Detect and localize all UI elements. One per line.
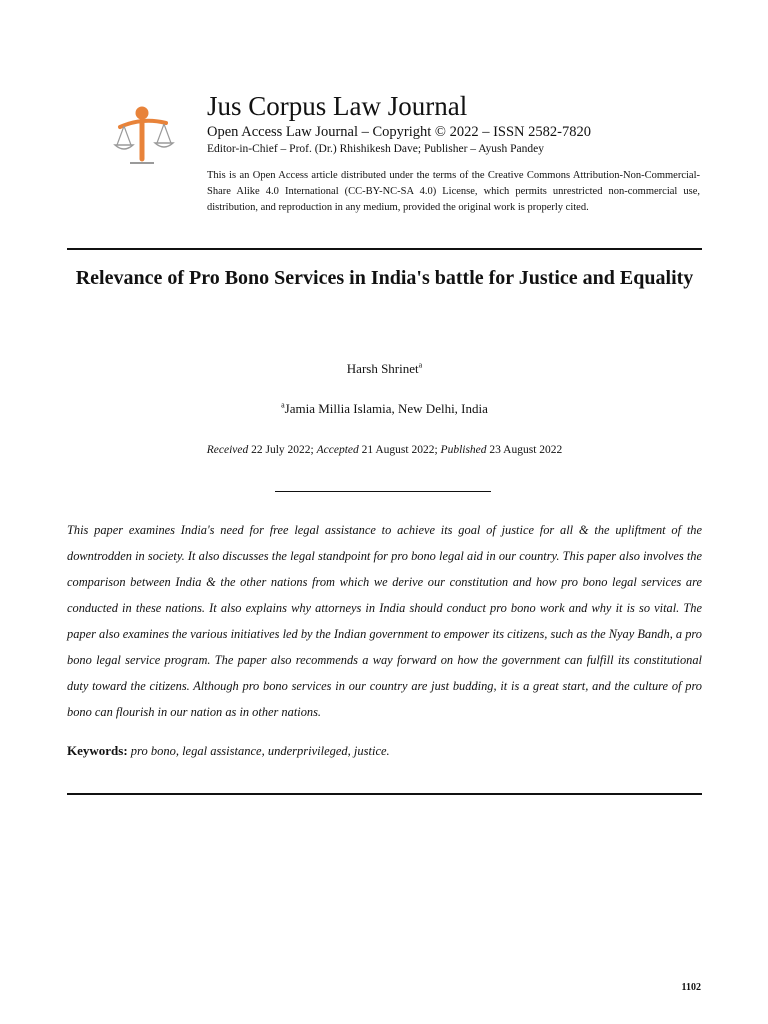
published-date: 23 August 2022 (489, 444, 563, 456)
keywords-line (67, 742, 702, 760)
affiliation-line (67, 400, 702, 418)
keywords-label: Keywords: (67, 743, 128, 758)
license-notice: This is an Open Access article distributed under the terms of the Creative Commons Attribution-Non-Commercial-Share Alike 4.0 International (CC-BY-NC-SA 4.0) License, which permits unrestricted non-commercial use, distribution, and reproduction in any medium, provided the original work is properly cited. (207, 170, 700, 213)
journal-name: Jus Corpus Law Journal (207, 91, 468, 121)
publication-dates: Received 22 July 2022; Accepted 21 August 2022; Published 23 August 2022 (206, 444, 563, 456)
keywords-values: pro bono, legal assistance, underprivileged, justice. (130, 744, 390, 758)
footer-divider (67, 793, 702, 795)
page-number: 1102 (681, 982, 701, 993)
author-line (67, 360, 702, 378)
abstract-divider (275, 491, 491, 492)
accepted-date: 21 August 2022 (361, 444, 435, 456)
author-name: Harsh Shrinet (346, 361, 419, 376)
published-label: Published (440, 444, 487, 456)
journal-editors: Editor-in-Chief – Prof. (Dr.) Rhishikesh Dave; Publisher – Ayush Pandey (207, 143, 544, 155)
header-divider (67, 248, 702, 250)
author-marker: a (418, 360, 423, 370)
accepted-label: Accepted (316, 444, 359, 456)
affiliation-marker: a (281, 400, 285, 410)
abstract-text: This paper examines India's need for free legal assistance to achieve its goal of justice for all & the upliftment of the downtrodden in society. It also discusses the legal standpoint for pro bono legal aid in our country. This paper also involves the comparison between India & the other nations from which we derive our constitution and how pro bono legal services are conducted in these nations. It also explains why attorneys in India should conduct pro bono work and why it is so vital. The paper also examines the various initiatives led by the Indian government to empower its citizens, such as the Nyay Bandh, a pro bono legal service program. The paper also recommends a way forward on how the government can fulfill its constitutional duty toward the citizens. Although pro bono services in our country are just budding, it is a great start, and the culture of pro bono can flourish in our nation as in other nations. (67, 523, 702, 719)
article-title: Relevance of Pro Bono Services in India's battle for Justice and Equality (75, 267, 694, 289)
journal-subtitle: Open Access Law Journal – Copyright © 2022 – ISSN 2582-7820 (207, 124, 591, 140)
affiliation-text: Jamia Millia Islamia, New Delhi, India (284, 401, 488, 416)
received-date: 22 July 2022 (251, 444, 311, 456)
received-label: Received (206, 444, 249, 456)
scales-of-justice-logo-icon (84, 93, 180, 181)
